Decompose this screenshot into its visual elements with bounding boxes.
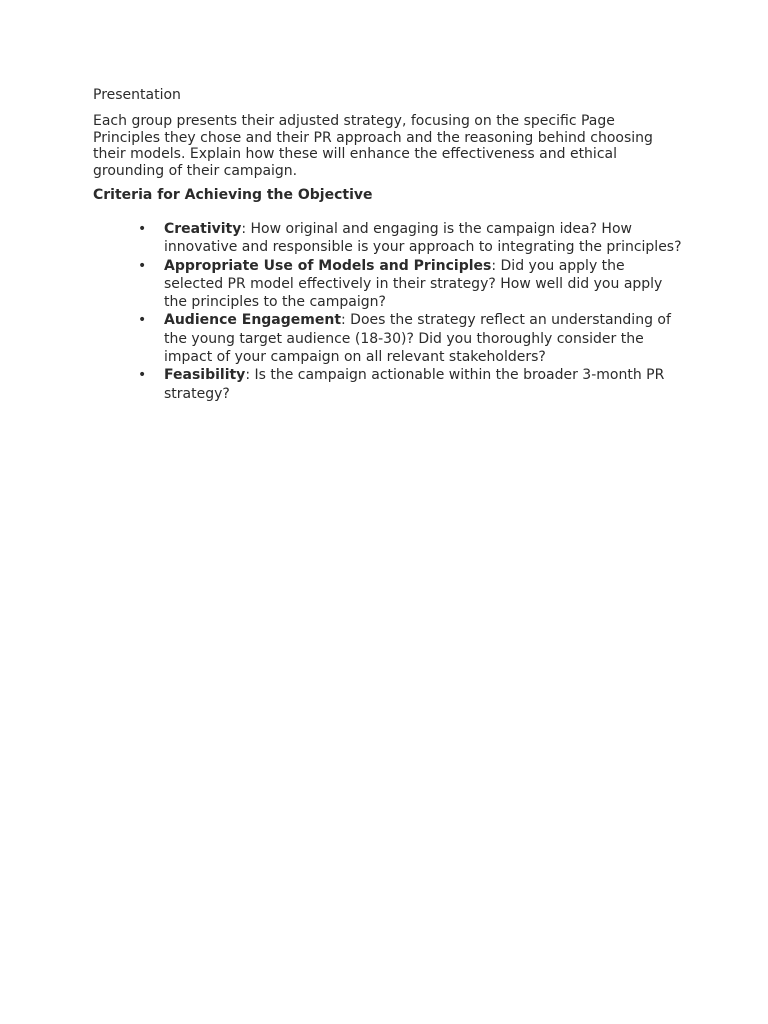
- document-page: [93, 86, 683, 403]
- intro-paragraph: Each group presents their adjusted strategy, focusing on the specific Page Principles they chose and their PR approach and the reasoning behind choosing their models. Explain how these will enhance the effectiveness and ethical grounding of their campaign.: [93, 113, 653, 179]
- bullet-icon: •: [138, 312, 147, 329]
- criteria-description: : How original and engaging is the campaign idea? How innovative and responsible is your approach to integrating the principles?: [164, 221, 682, 256]
- criteria-list: [93, 220, 683, 403]
- criteria-item-creativity: [93, 220, 683, 257]
- criteria-description: : Is the campaign actionable within the broader 3-month PR strategy?: [164, 367, 665, 402]
- criteria-term: Feasibility: [164, 367, 246, 384]
- criteria-item-audience-engagement: [93, 311, 683, 366]
- criteria-description: : Does the strategy reflect an understanding of the young target audience (18-30)? Did you thoroughly consider the impact of your campaign on all relevant stakeholders?: [164, 312, 671, 366]
- bullet-icon: •: [138, 221, 147, 237]
- criteria-heading: Criteria for Achieving the Objective: [93, 187, 373, 203]
- criteria-term: Appropriate Use of Models and Principles: [164, 257, 492, 274]
- bullet-icon: •: [138, 257, 147, 274]
- criteria-term: Audience Engagement: [164, 312, 342, 329]
- bullet-icon: •: [138, 367, 147, 384]
- criteria-term: Creativity: [164, 221, 242, 237]
- criteria-item-feasibility: [93, 366, 683, 403]
- criteria-description: : Did you apply the selected PR model effectively in their strategy? How well did you apply the principles to the campaign?: [164, 257, 663, 311]
- criteria-item-models-principles: [93, 257, 683, 312]
- section-title: Presentation: [93, 87, 181, 103]
